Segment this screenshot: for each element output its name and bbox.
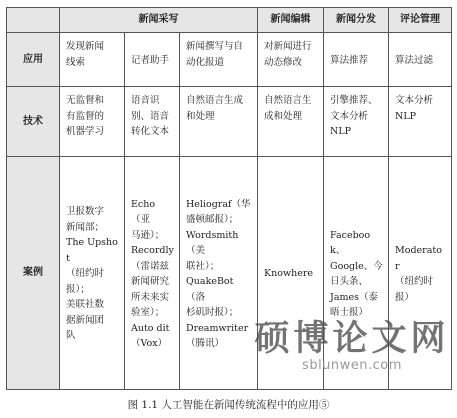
cases-text-1: 卫报数字 新闻部； The Upshot （纽约时 报）； 美联社数 据新闻团 队	[66, 206, 118, 342]
technology-cell-4	[258, 87, 324, 157]
application-text-4: 对新闻进行 动态修改	[264, 41, 312, 68]
header-row	[7, 8, 452, 33]
application-cell-3	[180, 33, 258, 87]
cases-text-5: Facebook、 Google、今 日头条、 James（泰 晤士报）	[330, 229, 383, 318]
technology-cell-5	[324, 87, 389, 157]
technology-cell-2	[125, 87, 180, 157]
application-text-5: 算法推荐	[330, 54, 369, 66]
technology-text-5: 引擎推荐、 文本分析 NLP	[330, 95, 378, 137]
application-text-2: 记者助手	[131, 54, 170, 66]
technology-text-4: 自然语言生 成和处理	[264, 95, 312, 122]
header-news-editing: 新闻编辑	[258, 8, 324, 33]
cases-text-3: Heliograf（华 盛顿邮报）； Wordsmith（美 联社）； QuakeBot（洛 杉矶时报）； Dreamwriter （腾讯）	[186, 198, 251, 349]
application-cell-1	[60, 33, 125, 87]
figure-caption: 图 1.1 人工智能在新闻传统流程中的应用⑤	[127, 399, 330, 411]
technology-text-1: 无监督和 有监督的 机器学习	[66, 95, 105, 137]
cases-text-6: Moderator （纽约时 报）	[395, 245, 442, 303]
technology-row	[7, 87, 452, 157]
header-corner-cell	[7, 8, 60, 33]
cases-text-4: Knowhere	[264, 268, 314, 280]
technology-cell-1	[60, 87, 125, 157]
row-label-application: 应用	[7, 33, 60, 87]
watermark-text: 硕博论文网	[254, 318, 450, 359]
cases-cell-3	[180, 157, 258, 390]
application-text-6: 算法过滤	[395, 54, 434, 66]
application-cell-2	[125, 33, 180, 87]
cases-cell-2	[125, 157, 180, 390]
header-news-distribution: 新闻分发	[324, 8, 389, 33]
row-label-cases: 案例	[7, 157, 60, 390]
row-label-technology: 技术	[7, 87, 60, 157]
technology-text-2: 语音识 别、语音 转化文本	[131, 95, 170, 137]
header-comment-management: 评论管理	[389, 8, 452, 33]
application-row	[7, 33, 452, 87]
technology-text-6: 文本分析 NLP	[395, 95, 434, 122]
application-cell-4	[258, 33, 324, 87]
cases-text-2: Echo（亚 马逊）； Recordly （雷诺兹 新闻研究 所未来实 验室）； Auto dit （Vox）	[131, 198, 174, 349]
cases-cell-1	[60, 157, 125, 390]
technology-cell-6	[389, 87, 452, 157]
watermark-url: sblunwen.com	[302, 358, 402, 373]
technology-text-3: 自然语言生成 和处理	[186, 95, 244, 122]
application-cell-5	[324, 33, 389, 87]
application-text-1: 发现新闻 线索	[66, 41, 105, 68]
application-cell-6	[389, 33, 452, 87]
header-news-gathering: 新闻采写	[60, 8, 258, 33]
watermark	[252, 318, 452, 381]
technology-cell-3	[180, 87, 258, 157]
application-text-3: 新闻撰写与自 动化报道	[186, 41, 244, 68]
